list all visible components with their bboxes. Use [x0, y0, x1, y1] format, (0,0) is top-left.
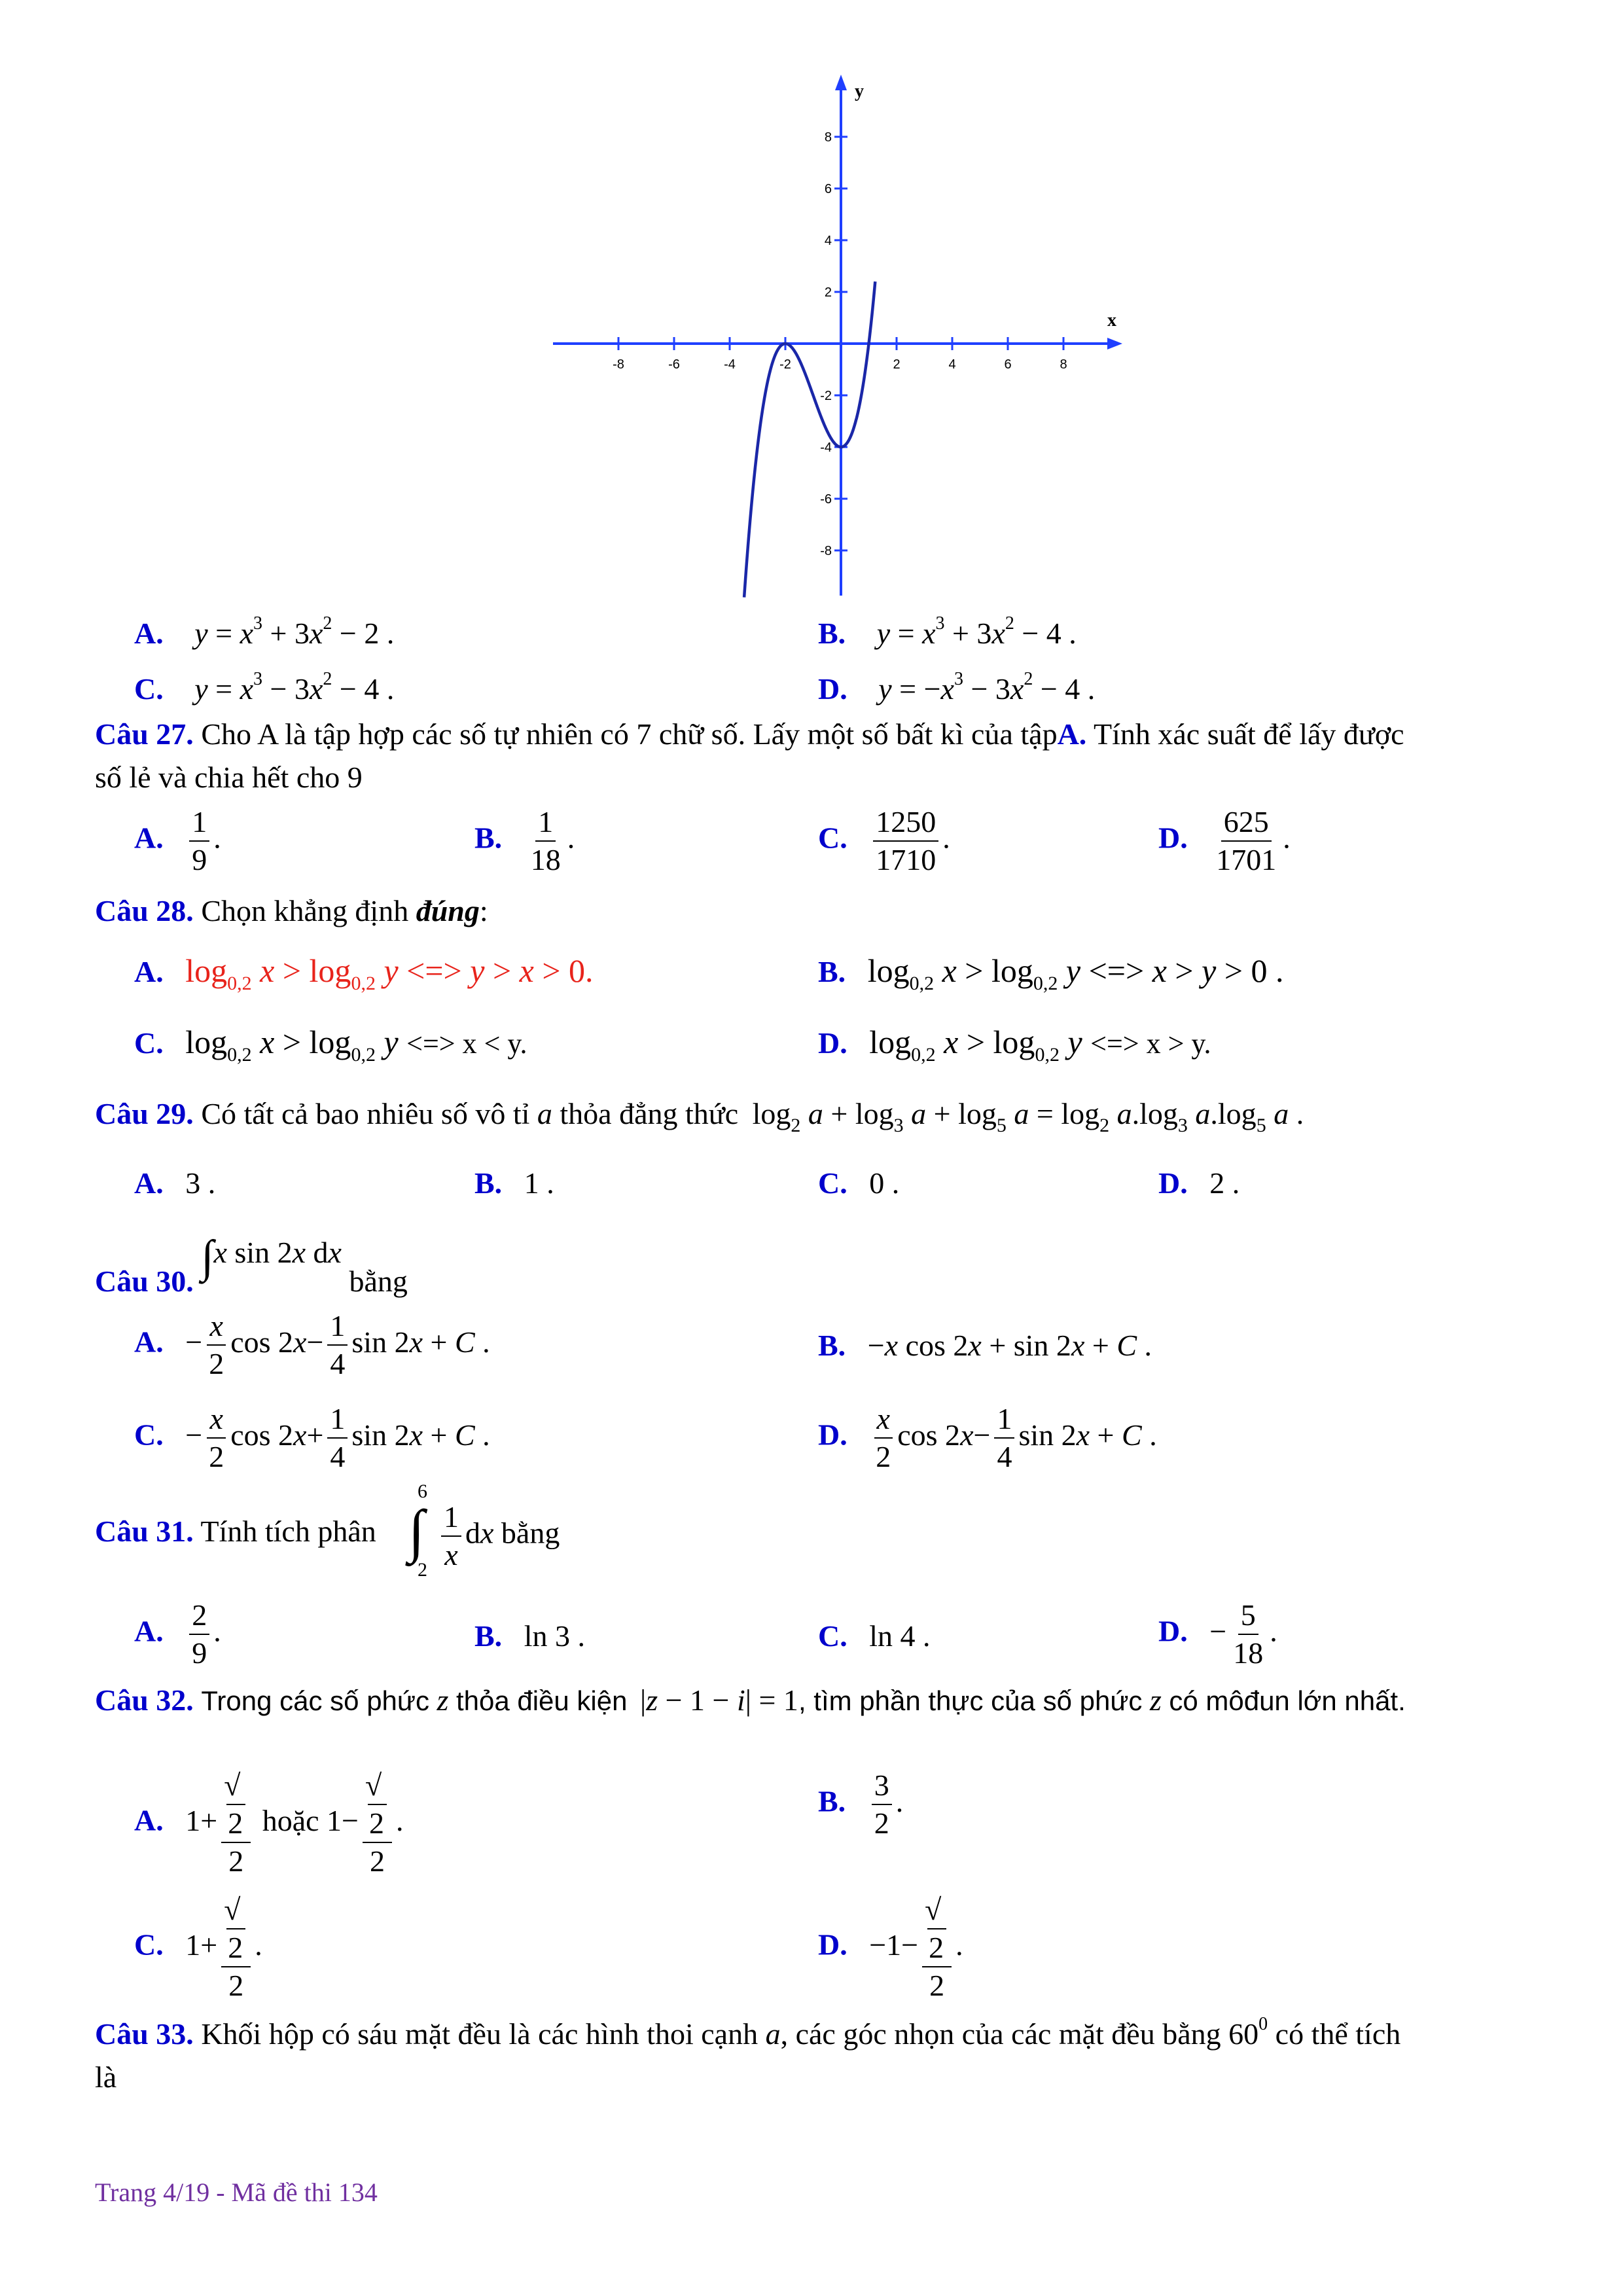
q32-option-a [134, 1767, 403, 1880]
y-tick-label: 8 [824, 130, 832, 145]
q27-stem [95, 715, 1404, 754]
question-text: thỏa đẳng thức [560, 1097, 739, 1130]
option-expr: − $\frac{x}{2}$ cos 2x+ $\frac{1}{4}$ sin 2x + C . [185, 1402, 490, 1473]
option-value: ln 4 . [869, 1619, 931, 1653]
option-expr: $\frac{3}{2}$ . [868, 1785, 904, 1818]
option-expr: − $\frac{x}{2}$ cos 2x− $\frac{1}{4}$ sin 2x + C . [185, 1309, 490, 1380]
question-text: , tìm phần thực của số phức [798, 1685, 1143, 1716]
q31-stem [95, 1512, 376, 1551]
question-text: là [95, 2060, 117, 2094]
option-expr: $y = x^3 + 3x^2 - 2$ . [194, 613, 395, 650]
question-text: thỏa điều kiện [455, 1685, 628, 1716]
question-text: Tính tích phân [200, 1515, 376, 1548]
q30-option-b [818, 1326, 1152, 1365]
q29-option-b [474, 1164, 554, 1203]
option-label: D. [818, 1418, 847, 1452]
y-axis-label: y [855, 81, 864, 101]
question-number: Câu 32. [95, 1683, 194, 1717]
option-label: C. [134, 1026, 164, 1060]
q30-option-d [818, 1401, 1157, 1475]
y-axis-arrow [835, 75, 847, 90]
q26-option-b [818, 614, 1077, 653]
x-tick-label: -4 [724, 357, 736, 372]
option-label: D. [1158, 1614, 1188, 1648]
question-text: , các góc nhọn của các mặt đều bằng 60 [780, 2017, 1259, 2051]
option-value: 3 . [185, 1166, 216, 1200]
x-tick-label: 6 [1004, 357, 1012, 372]
q26-option-a [134, 614, 394, 653]
degree-superscript: 0 [1258, 2014, 1268, 2034]
x-tick-label: 4 [948, 357, 956, 372]
q30-option-c [134, 1401, 490, 1475]
q29-option-a [134, 1164, 215, 1203]
option-label: A. [134, 617, 164, 650]
equation: $\log_2 a + \log_3 a + \log_5 a = \log_2 a.\log_3$ $a.\log_5$ a . [752, 1097, 1304, 1136]
fraction: $\frac{1}{18}$ [530, 805, 561, 876]
option-label: A. [134, 1325, 164, 1359]
question-text: Khối hộp có sáu mặt đều là các hình thoi cạnh [201, 2017, 758, 2051]
question-text: bằng [349, 1265, 408, 1298]
option-label: A. [134, 955, 164, 988]
variable: a [537, 1097, 552, 1130]
option-label: A. [134, 1803, 164, 1837]
integral-expression: ∫x sin 2x dx [201, 1232, 342, 1282]
y-tick-label: -6 [820, 492, 832, 507]
option-label: D. [818, 672, 847, 706]
q30-stem [95, 1232, 408, 1298]
option-label: C. [134, 1418, 164, 1452]
q28-option-a [134, 951, 594, 992]
option-expr: −x cos 2x + sin 2x + C . [867, 1329, 1152, 1362]
y-tick-label: -4 [820, 440, 832, 455]
option-expr: $\log_{0,2} x > \log_{0,2} y$ <=> x > y > 0 . [867, 952, 1284, 994]
question-text: Tính xác suất để lấy được [1093, 717, 1404, 751]
q32-stem [95, 1681, 1406, 1721]
option-label: D. [818, 1928, 847, 1962]
q32-option-b [818, 1767, 903, 1842]
option-label: C. [134, 672, 164, 706]
q32-option-d [818, 1892, 963, 2004]
option-label: B. [474, 1619, 503, 1653]
option-value: 1 . [524, 1166, 554, 1200]
question-number: Câu 29. [95, 1097, 194, 1130]
x-axis-label: x [1107, 310, 1116, 331]
question-text: Cho A là tập hợp các số tự nhiên có 7 chữ số. Lấy một số bất kì của tập [201, 717, 1058, 751]
y-tick-label: 6 [824, 182, 832, 196]
q28-option-d [818, 1022, 1211, 1064]
option-label: C. [818, 1166, 847, 1200]
y-tick-label: -8 [820, 544, 832, 558]
option-label: C. [134, 1928, 164, 1962]
x-tick-label: 2 [893, 357, 901, 372]
q27-option-d: D. $\frac{625}{1701}$ . [1158, 804, 1291, 878]
option-expr: 1+ √ 2 2 . [185, 1893, 262, 2002]
q28-option-b [818, 951, 1284, 992]
option-label: D. [1158, 1166, 1188, 1200]
q26-option-c [134, 670, 394, 709]
fraction: $\frac{1}{9}$ [189, 804, 209, 878]
fraction: $\frac{625}{1701}$ [1216, 805, 1277, 876]
option-expr: $\log_{0,2} x > \log_{0,2} y$ <=> x > y. [869, 1024, 1211, 1066]
q31-option-b [474, 1617, 585, 1656]
y-tick-label: -2 [820, 389, 832, 403]
option-expr: $\log_{0,2} x > \log_{0,2} y$ <=> y > x > 0. [185, 952, 594, 994]
q27-option-a: A. $\frac{1}{9}$ . [134, 804, 221, 878]
option-label: B. [818, 617, 846, 650]
fraction: $\frac{2}{9}$ [189, 1597, 209, 1672]
question-text-bold: A. [1057, 717, 1087, 751]
option-label: B. [474, 821, 503, 855]
function-curve [744, 281, 875, 597]
q32-option-c [134, 1892, 262, 2004]
variable: z [437, 1683, 449, 1717]
x-axis-arrow [1107, 338, 1122, 350]
q31-integrand: $\frac{1}{x}$ dx bằng [437, 1499, 560, 1573]
option-expr: $y = x^3 - 3x^2 - 4$ . [194, 669, 395, 706]
question-text: có thể tích [1275, 2017, 1401, 2051]
y-tick-label: 4 [824, 234, 832, 248]
question-text: Chọn khẳng định [201, 894, 409, 927]
q31-option-a: A. $\frac{2}{9}$ . [134, 1597, 221, 1672]
q29-option-c [818, 1164, 899, 1203]
option-value: 2 . [1209, 1166, 1240, 1200]
question-text: bằng [501, 1516, 560, 1550]
option-label: C. [818, 1619, 847, 1653]
fraction: $\frac{1250}{1710}$ [873, 804, 938, 878]
option-value: 0 . [869, 1166, 900, 1200]
question-number: Câu 28. [95, 894, 194, 927]
integral-lower-limit: 2 [418, 1559, 427, 1581]
option-label: B. [818, 1329, 846, 1362]
option-expr: −1− √ 2 2 . [869, 1893, 963, 2002]
q33-stem-line2 [95, 2058, 116, 2097]
option-label: A. [134, 1166, 164, 1200]
q31-option-d: D. − $\frac{5}{18}$ . [1158, 1597, 1277, 1672]
fraction: $\frac{5}{18}$ [1233, 1598, 1264, 1670]
q27-stem-line2 [95, 758, 363, 797]
option-expr: 1+ √ 2 2 hoặc 1− √ 2 2 . [185, 1768, 404, 1878]
question-text: số lẻ và chia hết cho 9 [95, 761, 363, 794]
x-tick-label: -6 [668, 357, 680, 372]
option-expr: $y = -x^3 - 3x^2 - 4$ . [878, 669, 1096, 706]
question-number: Câu 33. [95, 2017, 194, 2051]
option-label: A. [134, 1614, 164, 1648]
function-graph [550, 72, 1139, 602]
x-tick-label: -8 [613, 357, 624, 372]
y-tick-label: 2 [824, 285, 832, 300]
option-label: D. [1158, 821, 1188, 855]
question-emphasis: đúng [416, 894, 480, 927]
option-label: C. [818, 821, 847, 855]
q27-option-c: C. $\frac{1250}{1710}$ . [818, 804, 950, 878]
q28-option-c [134, 1022, 527, 1064]
option-label: B. [818, 955, 846, 988]
question-number: Câu 27. [95, 717, 194, 751]
option-label: B. [474, 1166, 503, 1200]
x-tick-label: 8 [1060, 357, 1067, 372]
q29-option-d [1158, 1164, 1240, 1203]
q33-stem [95, 2015, 1400, 2054]
question-text: Trong các số phức [201, 1685, 430, 1716]
question-text: có môđun lớn nhất. [1169, 1685, 1406, 1716]
q30-option-a [134, 1308, 490, 1382]
option-value: ln 3 . [524, 1619, 585, 1653]
integral-upper-limit: 6 [418, 1480, 427, 1502]
option-label: D. [818, 1026, 847, 1060]
question-text: Có tất cả bao nhiêu số vô tỉ [201, 1097, 530, 1130]
option-label: B. [818, 1784, 846, 1818]
option-expr: $\log_{0,2} x > \log_{0,2} y$ <=> x < y. [185, 1024, 527, 1066]
q27-option-b: B. $\frac{1}{18}$ . [474, 804, 575, 878]
question-number: Câu 30. [95, 1265, 194, 1298]
page-footer: Trang 4/19 - Mã đề thi 134 [95, 2178, 378, 2207]
variable: z [1149, 1683, 1162, 1717]
q29-stem [95, 1094, 1304, 1134]
q26-option-d [818, 670, 1095, 709]
option-expr: $y = x^3 + 3x^2 - 4$ . [876, 613, 1077, 650]
option-label: A. [134, 821, 164, 855]
variable: a [765, 2017, 781, 2051]
q28-stem: Câu 28. Chọn khẳng định đúng: [95, 894, 488, 927]
integral-sign: ∫ [408, 1499, 425, 1564]
condition: |z − 1 − i| = 1 [639, 1683, 798, 1717]
x-tick-label: -2 [779, 357, 791, 372]
question-number: Câu 31. [95, 1515, 194, 1548]
option-expr: $\frac{x}{2}$ cos 2x− $\frac{1}{4}$ sin 2x + C . [869, 1418, 1156, 1452]
q31-option-c [818, 1617, 931, 1656]
